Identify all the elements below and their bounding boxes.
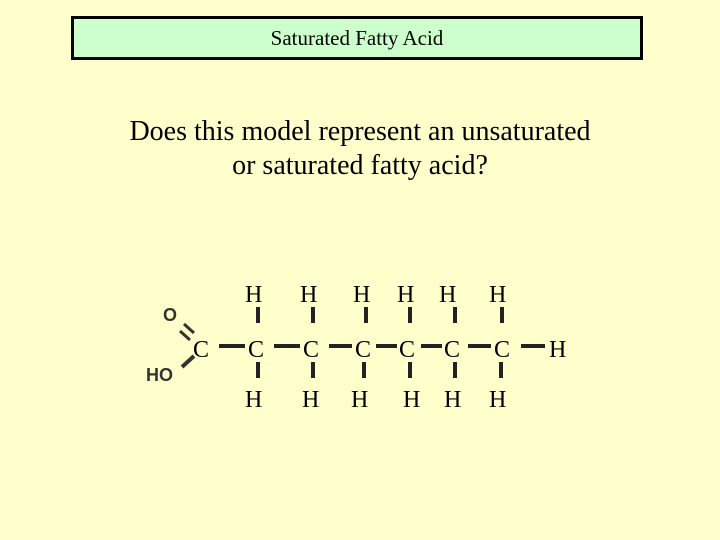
carboxyl-oxygen-label: O — [163, 305, 178, 325]
hydrogen-atom: H — [489, 387, 507, 413]
carbon-atom: C — [248, 337, 265, 363]
hydrogen-atom: H — [444, 387, 462, 413]
hydrogen-atom: H — [397, 282, 415, 308]
question-line-2: or saturated fatty acid? — [232, 150, 488, 181]
question-line-1: Does this model represent an unsaturated — [129, 116, 591, 147]
double-bond-line-1 — [184, 324, 194, 333]
double-bond-line-2 — [180, 331, 190, 340]
terminal-hydrogen-atom: H — [549, 337, 567, 363]
hydrogen-atom: H — [300, 282, 318, 308]
hydrogen-atom: H — [302, 387, 320, 413]
carbon-atom: C — [303, 337, 320, 363]
carbon-atom: C — [444, 337, 461, 363]
slide-title: Saturated Fatty Acid — [270, 25, 444, 50]
carbon-atom: C — [355, 337, 372, 363]
hydrogen-atom: H — [245, 282, 263, 308]
hydrogen-atom: H — [245, 387, 263, 413]
carbon-atom: C — [193, 337, 210, 363]
hydrogen-atom: H — [353, 282, 371, 308]
hydrogen-atom: H — [489, 282, 507, 308]
carbon-atom: C — [494, 337, 511, 363]
carbon-atom: C — [399, 337, 416, 363]
hydrogen-atom: H — [403, 387, 421, 413]
hydrogen-atom: H — [351, 387, 369, 413]
hydrogen-atom: H — [439, 282, 457, 308]
carboxyl-hydroxyl-label: HO — [146, 365, 173, 385]
